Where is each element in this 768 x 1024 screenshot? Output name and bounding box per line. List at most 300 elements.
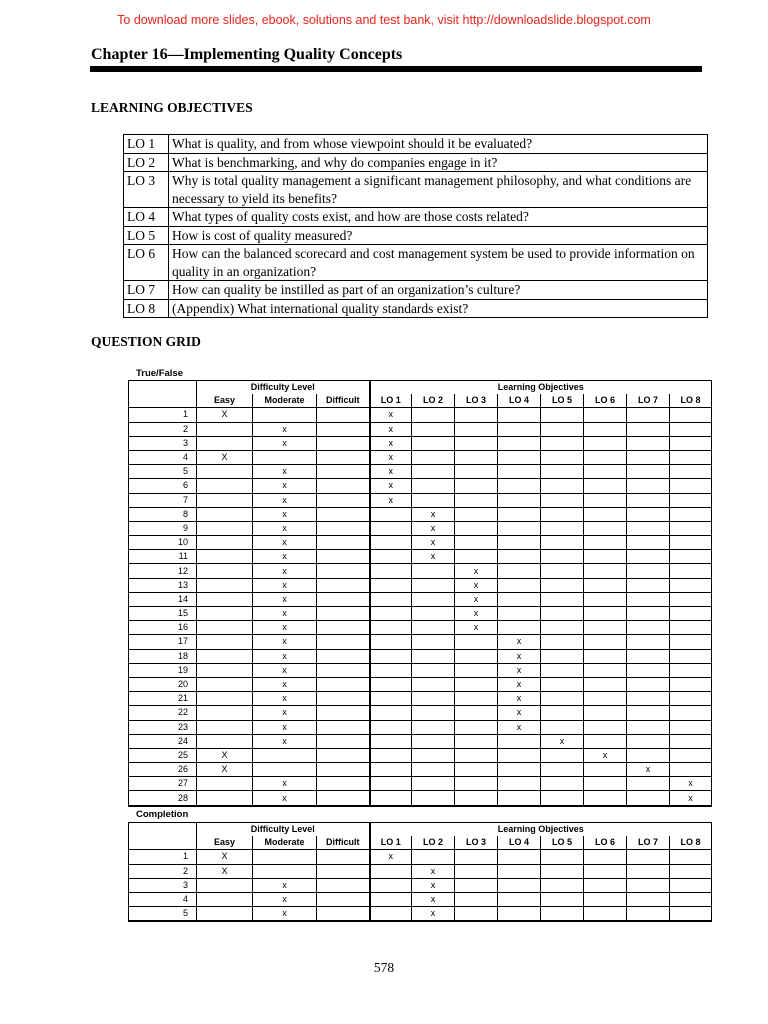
easy-cell: [197, 692, 253, 706]
question-number: 13: [129, 578, 197, 592]
table-row: [129, 635, 712, 649]
lo-6-cell: [584, 621, 627, 635]
moderate-cell: x: [253, 521, 317, 535]
lo-1-cell: [370, 635, 412, 649]
difficult-cell: [317, 621, 370, 635]
lo-8-cell: [670, 734, 712, 748]
true-false-label: True/False: [136, 368, 183, 379]
difficult-cell: [317, 465, 370, 479]
lo-3-cell: [455, 850, 498, 864]
easy-cell: [197, 507, 253, 521]
lo-8-cell: [670, 649, 712, 663]
header-blank-cell: [129, 823, 197, 837]
easy-cell: X: [197, 850, 253, 864]
lo-7-mark: x: [627, 763, 670, 777]
moderate-cell: x: [253, 479, 317, 493]
lo-1-cell: [370, 564, 412, 578]
table-row: [129, 791, 712, 806]
lo-8-cell: [670, 521, 712, 535]
lo-5-cell: [541, 892, 584, 906]
lo-1-cell: [370, 649, 412, 663]
lo-2-mark: x: [412, 536, 455, 550]
lo-1-mark: x: [370, 850, 412, 864]
lo-4-mark: x: [498, 663, 541, 677]
table-row: [129, 578, 712, 592]
lo-5-cell: [541, 864, 584, 878]
column-header: Moderate: [253, 836, 317, 850]
lo-4-cell: [498, 536, 541, 550]
difficult-cell: [317, 436, 370, 450]
lo-2-cell: [412, 493, 455, 507]
table-row: [129, 607, 712, 621]
lo-8-cell: [670, 536, 712, 550]
lo-7-cell: [627, 607, 670, 621]
table-row: [129, 692, 712, 706]
question-number: 16: [129, 621, 197, 635]
lo-6-cell: [584, 734, 627, 748]
lo-description: What types of quality costs exist, and how are those costs related?: [169, 208, 708, 227]
easy-cell: [197, 734, 253, 748]
lo-2-cell: [412, 450, 455, 464]
lo-3-cell: [455, 649, 498, 663]
lo-5-cell: [541, 507, 584, 521]
difficult-cell: [317, 450, 370, 464]
column-header-row: [129, 394, 712, 408]
lo-7-cell: [627, 892, 670, 906]
lo-3-cell: [455, 479, 498, 493]
table-row: [129, 493, 712, 507]
lo-1-mark: x: [370, 422, 412, 436]
lo-5-cell: [541, 521, 584, 535]
column-header: LO 3: [455, 394, 498, 408]
lo-1-cell: [370, 677, 412, 691]
lo-3-cell: [455, 734, 498, 748]
lo-6-cell: [584, 436, 627, 450]
table-row: [129, 649, 712, 663]
lo-8-cell: [670, 578, 712, 592]
lo-7-cell: [627, 578, 670, 592]
lo-6-cell: [584, 850, 627, 864]
difficult-cell: [317, 408, 370, 422]
lo-7-cell: [627, 850, 670, 864]
table-row: [129, 550, 712, 564]
moderate-cell: x: [253, 550, 317, 564]
difficult-cell: [317, 692, 370, 706]
lo-5-cell: [541, 692, 584, 706]
lo-1-cell: [370, 663, 412, 677]
moderate-cell: x: [253, 507, 317, 521]
question-number: 20: [129, 677, 197, 691]
lo-1-cell: [370, 536, 412, 550]
lo-3-mark: x: [455, 578, 498, 592]
column-header: LO 2: [412, 836, 455, 850]
lo-3-mark: x: [455, 621, 498, 635]
difficult-cell: [317, 734, 370, 748]
moderate-cell: [253, 850, 317, 864]
moderate-cell: x: [253, 621, 317, 635]
difficult-cell: [317, 550, 370, 564]
lo-8-cell: [670, 621, 712, 635]
lo-8-cell: [670, 864, 712, 878]
moderate-cell: x: [253, 465, 317, 479]
difficult-cell: [317, 607, 370, 621]
moderate-cell: x: [253, 635, 317, 649]
lo-2-cell: [412, 422, 455, 436]
column-header: LO 1: [370, 836, 412, 850]
moderate-cell: x: [253, 592, 317, 606]
easy-cell: [197, 422, 253, 436]
easy-cell: [197, 907, 253, 922]
lo-6-cell: [584, 507, 627, 521]
easy-cell: X: [197, 408, 253, 422]
table-row: [129, 706, 712, 720]
difficult-cell: [317, 763, 370, 777]
lo-8-cell: [670, 465, 712, 479]
lo-8-cell: [670, 907, 712, 922]
question-number: 2: [129, 422, 197, 436]
difficult-cell: [317, 706, 370, 720]
lo-1-cell: [370, 578, 412, 592]
lo-row: [124, 281, 708, 300]
lo-7-cell: [627, 479, 670, 493]
question-number: 4: [129, 450, 197, 464]
lo-8-cell: [670, 607, 712, 621]
column-header: LO 5: [541, 394, 584, 408]
lo-3-mark: x: [455, 564, 498, 578]
lo-6-cell: [584, 422, 627, 436]
lo-1-mark: x: [370, 479, 412, 493]
lo-5-cell: [541, 635, 584, 649]
lo-6-cell: [584, 791, 627, 806]
lo-7-cell: [627, 493, 670, 507]
lo-description: What is benchmarking, and why do companies engage in it?: [169, 153, 708, 172]
column-header: Easy: [197, 394, 253, 408]
lo-7-cell: [627, 878, 670, 892]
moderate-cell: x: [253, 777, 317, 791]
group-header-row: [129, 823, 712, 837]
lo-4-cell: [498, 408, 541, 422]
question-number: 15: [129, 607, 197, 621]
table-row: [129, 592, 712, 606]
lo-description: How can quality be instilled as part of an organization’s culture?: [169, 281, 708, 300]
difficult-cell: [317, 720, 370, 734]
column-header: LO 5: [541, 836, 584, 850]
difficult-cell: [317, 850, 370, 864]
lo-1-cell: [370, 550, 412, 564]
lo-1-cell: [370, 791, 412, 806]
lo-6-cell: [584, 493, 627, 507]
lo-6-cell: [584, 763, 627, 777]
easy-cell: [197, 892, 253, 906]
lo-3-cell: [455, 791, 498, 806]
easy-cell: X: [197, 748, 253, 762]
lo-3-cell: [455, 493, 498, 507]
moderate-cell: x: [253, 706, 317, 720]
easy-cell: [197, 635, 253, 649]
lo-4-cell: [498, 748, 541, 762]
lo-1-cell: [370, 907, 412, 922]
lo-1-cell: [370, 720, 412, 734]
moderate-cell: x: [253, 536, 317, 550]
lo-4-mark: x: [498, 720, 541, 734]
table-row: [129, 479, 712, 493]
lo-3-cell: [455, 507, 498, 521]
lo-4-mark: x: [498, 677, 541, 691]
lo-5-cell: [541, 706, 584, 720]
column-header: Difficult: [317, 394, 370, 408]
lo-3-mark: x: [455, 607, 498, 621]
difficulty-level-header: Difficulty Level: [197, 823, 370, 837]
question-number: 21: [129, 692, 197, 706]
lo-1-mark: x: [370, 436, 412, 450]
question-number: 5: [129, 465, 197, 479]
lo-4-cell: [498, 878, 541, 892]
learning-objectives-header: Learning Objectives: [370, 381, 712, 395]
lo-4-mark: x: [498, 692, 541, 706]
lo-6-cell: [584, 607, 627, 621]
learning-objectives-header: Learning Objectives: [370, 823, 712, 837]
question-number: 19: [129, 663, 197, 677]
difficult-cell: [317, 791, 370, 806]
difficult-cell: [317, 479, 370, 493]
lo-7-cell: [627, 791, 670, 806]
easy-cell: [197, 578, 253, 592]
lo-4-cell: [498, 578, 541, 592]
lo-3-cell: [455, 422, 498, 436]
question-number: 27: [129, 777, 197, 791]
lo-7-cell: [627, 521, 670, 535]
lo-5-cell: [541, 763, 584, 777]
moderate-cell: x: [253, 907, 317, 922]
lo-4-cell: [498, 493, 541, 507]
lo-4-cell: [498, 564, 541, 578]
question-grid-heading: QUESTION GRID: [91, 334, 201, 349]
lo-1-cell: [370, 892, 412, 906]
lo-8-mark: x: [670, 791, 712, 806]
lo-2-mark: x: [412, 878, 455, 892]
lo-2-cell: [412, 635, 455, 649]
column-header: LO 7: [627, 394, 670, 408]
lo-1-cell: [370, 878, 412, 892]
difficult-cell: [317, 677, 370, 691]
question-number: 8: [129, 507, 197, 521]
lo-7-cell: [627, 450, 670, 464]
lo-1-mark: x: [370, 450, 412, 464]
table-row: [129, 663, 712, 677]
question-number: 17: [129, 635, 197, 649]
lo-4-mark: x: [498, 649, 541, 663]
difficulty-level-header: Difficulty Level: [197, 381, 370, 395]
table-row: [129, 878, 712, 892]
lo-2-cell: [412, 763, 455, 777]
lo-4-cell: [498, 592, 541, 606]
lo-3-cell: [455, 720, 498, 734]
lo-row: [124, 299, 708, 318]
moderate-cell: [253, 864, 317, 878]
lo-2-cell: [412, 777, 455, 791]
moderate-cell: x: [253, 791, 317, 806]
lo-id: LO 8: [124, 299, 169, 318]
lo-3-cell: [455, 408, 498, 422]
easy-cell: [197, 592, 253, 606]
lo-6-cell: [584, 663, 627, 677]
moderate-cell: [253, 450, 317, 464]
lo-5-cell: [541, 564, 584, 578]
lo-4-cell: [498, 436, 541, 450]
lo-6-cell: [584, 564, 627, 578]
lo-1-cell: [370, 777, 412, 791]
easy-cell: [197, 465, 253, 479]
column-header: Easy: [197, 836, 253, 850]
lo-2-cell: [412, 564, 455, 578]
lo-1-cell: [370, 706, 412, 720]
moderate-cell: x: [253, 892, 317, 906]
lo-5-cell: [541, 720, 584, 734]
difficult-cell: [317, 493, 370, 507]
lo-1-cell: [370, 621, 412, 635]
lo-id: LO 3: [124, 172, 169, 208]
lo-2-mark: x: [412, 550, 455, 564]
lo-7-cell: [627, 635, 670, 649]
column-header: LO 7: [627, 836, 670, 850]
table-row: [129, 450, 712, 464]
difficult-cell: [317, 878, 370, 892]
lo-7-cell: [627, 465, 670, 479]
lo-row: [124, 135, 708, 154]
lo-7-cell: [627, 864, 670, 878]
lo-2-cell: [412, 720, 455, 734]
lo-description: How is cost of quality measured?: [169, 226, 708, 245]
lo-5-cell: [541, 621, 584, 635]
lo-6-cell: [584, 720, 627, 734]
lo-8-cell: [670, 706, 712, 720]
lo-3-cell: [455, 692, 498, 706]
question-number: 9: [129, 521, 197, 535]
table-row: [129, 422, 712, 436]
lo-3-cell: [455, 677, 498, 691]
table-row: [129, 850, 712, 864]
lo-row: [124, 208, 708, 227]
easy-cell: [197, 791, 253, 806]
lo-8-cell: [670, 564, 712, 578]
table-row: [129, 408, 712, 422]
lo-4-cell: [498, 907, 541, 922]
lo-7-cell: [627, 536, 670, 550]
lo-7-cell: [627, 677, 670, 691]
lo-5-cell: [541, 791, 584, 806]
question-number: 3: [129, 436, 197, 450]
lo-7-cell: [627, 422, 670, 436]
lo-5-cell: [541, 677, 584, 691]
lo-8-cell: [670, 663, 712, 677]
lo-5-cell: [541, 663, 584, 677]
lo-5-cell: [541, 748, 584, 762]
header-blank-cell: [129, 836, 197, 850]
table-row: [129, 677, 712, 691]
lo-2-cell: [412, 663, 455, 677]
lo-4-cell: [498, 450, 541, 464]
lo-7-cell: [627, 436, 670, 450]
lo-1-cell: [370, 748, 412, 762]
lo-7-cell: [627, 649, 670, 663]
table-row: [129, 907, 712, 922]
easy-cell: X: [197, 763, 253, 777]
question-number: 6: [129, 479, 197, 493]
difficult-cell: [317, 892, 370, 906]
question-number: 1: [129, 408, 197, 422]
question-number: 11: [129, 550, 197, 564]
lo-5-cell: [541, 422, 584, 436]
table-row: [129, 763, 712, 777]
lo-7-cell: [627, 592, 670, 606]
lo-2-cell: [412, 748, 455, 762]
page-number: 578: [373, 960, 395, 975]
lo-7-cell: [627, 507, 670, 521]
lo-8-cell: [670, 408, 712, 422]
easy-cell: [197, 493, 253, 507]
lo-3-cell: [455, 550, 498, 564]
lo-5-cell: [541, 907, 584, 922]
column-header: Moderate: [253, 394, 317, 408]
lo-2-cell: [412, 621, 455, 635]
moderate-cell: x: [253, 564, 317, 578]
lo-1-mark: x: [370, 408, 412, 422]
question-number: 22: [129, 706, 197, 720]
lo-6-cell: [584, 864, 627, 878]
table-row: [129, 720, 712, 734]
lo-8-cell: [670, 422, 712, 436]
question-number: 14: [129, 592, 197, 606]
lo-6-cell: [584, 649, 627, 663]
moderate-cell: [253, 763, 317, 777]
table-row: [129, 507, 712, 521]
lo-4-mark: x: [498, 635, 541, 649]
lo-5-cell: [541, 649, 584, 663]
lo-2-cell: [412, 479, 455, 493]
lo-5-cell: [541, 493, 584, 507]
lo-description: (Appendix) What international quality standards exist?: [169, 299, 708, 318]
header-blank-cell: [129, 394, 197, 408]
lo-7-cell: [627, 692, 670, 706]
lo-4-cell: [498, 763, 541, 777]
lo-4-cell: [498, 892, 541, 906]
lo-6-cell: [584, 408, 627, 422]
lo-5-cell: [541, 408, 584, 422]
table-row: [129, 892, 712, 906]
lo-2-cell: [412, 649, 455, 663]
difficult-cell: [317, 422, 370, 436]
lo-3-cell: [455, 436, 498, 450]
lo-4-cell: [498, 479, 541, 493]
lo-1-cell: [370, 692, 412, 706]
difficult-cell: [317, 649, 370, 663]
lo-5-cell: [541, 479, 584, 493]
lo-4-cell: [498, 864, 541, 878]
table-row: [129, 777, 712, 791]
easy-cell: [197, 607, 253, 621]
difficult-cell: [317, 592, 370, 606]
table-row: [129, 864, 712, 878]
lo-2-cell: [412, 734, 455, 748]
column-header: LO 6: [584, 394, 627, 408]
lo-description: What is quality, and from whose viewpoint should it be evaluated?: [169, 135, 708, 154]
easy-cell: [197, 720, 253, 734]
lo-5-cell: [541, 450, 584, 464]
lo-4-cell: [498, 521, 541, 535]
lo-3-cell: [455, 635, 498, 649]
easy-cell: [197, 677, 253, 691]
lo-4-cell: [498, 507, 541, 521]
